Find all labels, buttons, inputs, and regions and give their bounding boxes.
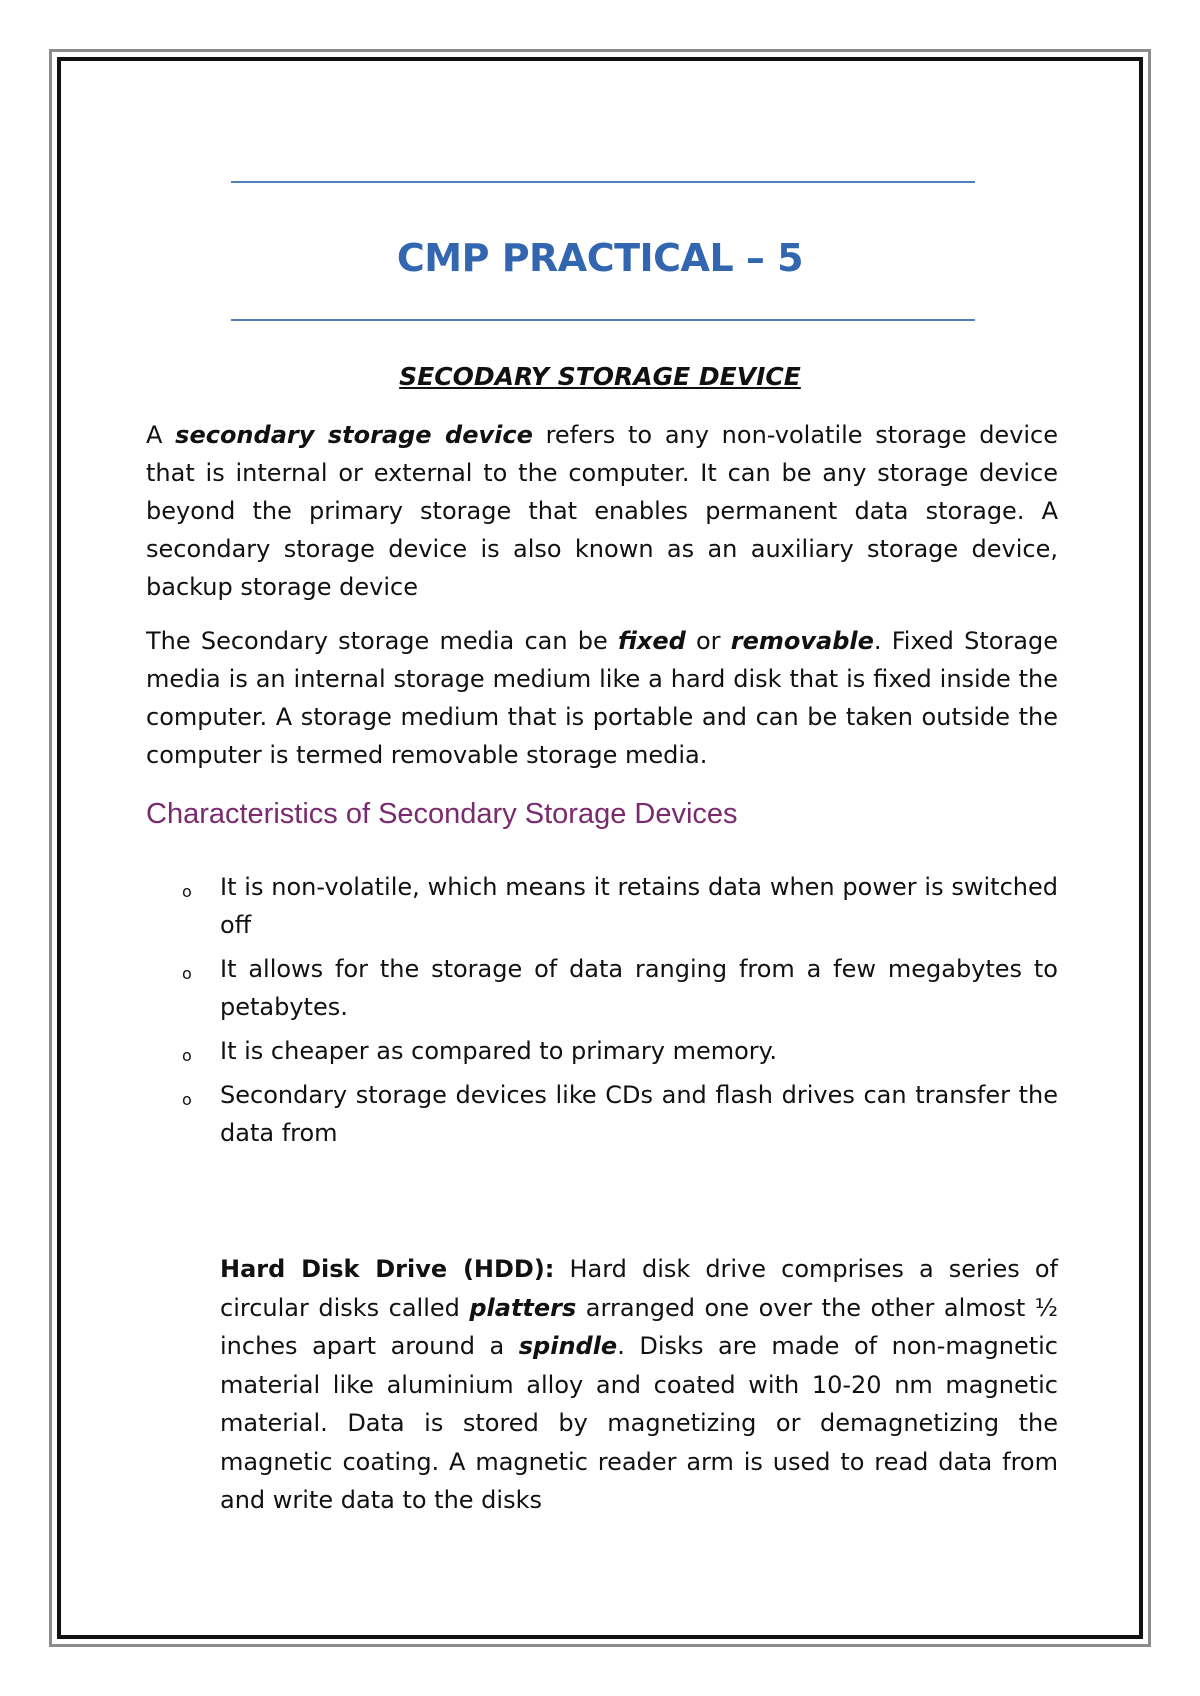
list-item xyxy=(146,1076,1058,1152)
hdd-term-spindle: spindle xyxy=(518,1332,618,1360)
bullet-circle-icon: o xyxy=(182,1046,192,1065)
intro-p2-lead: The Secondary storage media can be xyxy=(146,627,618,655)
intro-p1-term: secondary storage device xyxy=(175,421,533,449)
list-item-text: It allows for the storage of data ranging from a few megabytes to petabytes. xyxy=(220,955,1058,1021)
intro-p1-lead: A xyxy=(146,421,176,449)
intro-p1-rest: refers to any non-volatile storage device that is internal or external to the computer. It can be any storage device beyond the primary storage that enables permanent data storage. A secondary storage device is also known as an auxiliary storage device, backup storage device xyxy=(146,421,1059,601)
intro-p2-mid: or xyxy=(685,627,731,655)
intro-p2-rest: . Fixed Storage media is an internal storage medium like a hard disk that is fixed inside the computer. A storage medium that is portable and can be taken outside the computer is termed removable storage media. xyxy=(146,627,1059,769)
title-top-rule xyxy=(231,181,975,183)
hdd-term-platters: platters xyxy=(469,1293,577,1322)
bullet-circle-icon: o xyxy=(182,964,192,983)
list-item-text: It is non-volatile, which means it retains data when power is switched off xyxy=(220,873,1058,939)
page-title: CMP PRACTICAL – 5 xyxy=(396,236,804,280)
list-item xyxy=(146,1032,1058,1070)
hdd-text-1: Hard disk drive comprises a series of circular disks called xyxy=(220,1255,1059,1322)
list-item-text: It is cheaper as compared to primary memory. xyxy=(220,1037,778,1065)
hdd-paragraph xyxy=(220,1250,1058,1520)
list-item xyxy=(146,950,1058,1026)
bullet-circle-icon: o xyxy=(182,882,192,901)
intro-paragraph-1 xyxy=(146,416,1058,606)
characteristics-list xyxy=(146,868,1058,1158)
hdd-text-3: . Disks are made of non-magnetic material like aluminium alloy and coated with 10-20 nm magnetic material. Data is stored by magnetizing or demagnetizing the magnetic coating. A magnetic reader arm is used to read data from and write data to the disks xyxy=(220,1332,1058,1514)
intro-p2-term-removable: removable xyxy=(730,627,874,655)
intro-p2-term-fixed: fixed xyxy=(617,627,686,655)
list-item xyxy=(146,868,1058,944)
hdd-text-2: arranged one over the other almost ½ inches apart around a xyxy=(220,1293,1058,1360)
characteristics-heading: Characteristics of Secondary Storage Devices xyxy=(146,798,738,830)
hdd-label: Hard Disk Drive (HDD): xyxy=(220,1255,555,1283)
section-subtitle: SECODARY STORAGE DEVICE xyxy=(399,362,801,391)
title-bottom-rule xyxy=(231,319,975,321)
list-item-text: Secondary storage devices like CDs and flash drives can transfer the data from xyxy=(220,1081,1058,1147)
bullet-circle-icon: o xyxy=(182,1090,192,1109)
intro-paragraph-2 xyxy=(146,622,1058,774)
